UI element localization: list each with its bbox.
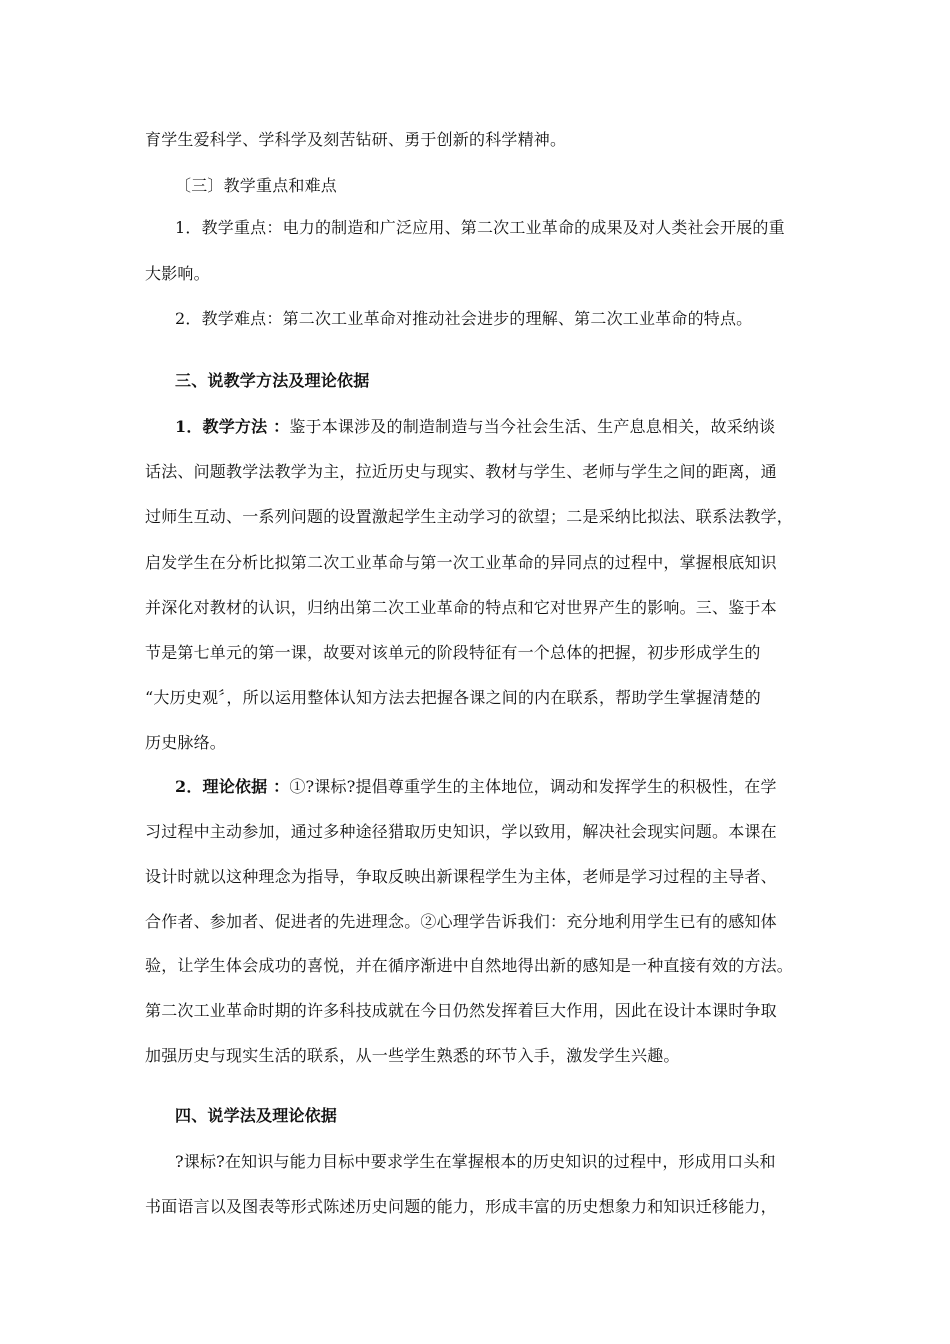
paragraph-line: 2．教学难点：第二次工业革命对推动社会进步的理解、第二次工业革命的特点。 [175,309,753,328]
paragraph-line: 话法、问题教学法教学为主，拉近历史与现实、教材与学生、老师与学生之间的距离，通 [145,462,777,481]
paragraph-line: 历史脉络。 [145,733,227,752]
paragraph-line [175,417,840,437]
paragraph-line: 启发学生在分析比拟第二次工业革命与第一次工业革命的异同点的过程中，掌握根底知识 [145,553,777,572]
paragraph-line: 节是第七单元的第一课，故要对该单元的阶段特征有一个总体的把握，初步形成学生的 [145,643,761,662]
section-heading: 三、说教学方法及理论依据 [175,371,370,390]
paragraph-line [175,777,840,797]
paragraph-text: ①?课标?提倡尊重学生的主体地位，调动和发挥学生的积极性，在学 [289,777,777,796]
paragraph-line: 合作者、参加者、促进者的先进理念。②心理学告诉我们：充分地利用学生已有的感知体 [145,912,777,931]
section-subheading: 〔三〕教学重点和难点 [175,176,338,195]
paragraph-line: “大历史观〞，所以运用整体认知方法去把握各课之间的内在联系，帮助学生掌握清楚的 [145,688,761,707]
paragraph-line: 1．教学重点：电力的制造和广泛应用、第二次工业革命的成果及对人类社会开展的重 [175,218,785,237]
paragraph-line: 并深化对教材的认识，归纳出第二次工业革命的特点和它对世界产生的影响。三、鉴于本 [145,598,777,617]
paragraph-line: 验，让学生体会成功的喜悦，并在循序渐进中自然地得出新的感知是一种直接有效的方法。 [145,956,794,975]
paragraph-line: 育学生爱科学、学科学及刻苦钻研、勇于创新的科学精神。 [145,130,567,149]
paragraph-line: ?课标?在知识与能力目标中要求学生在掌握根本的历史知识的过程中，形成用口头和 [175,1152,776,1171]
paragraph-line: 习过程中主动参加，通过多种途径猎取历史知识，学以致用，解决社会现实问题。本课在 [145,822,777,841]
paragraph-line: 加强历史与现实生活的联系，从一些学生熟悉的环节入手，激发学生兴趣。 [145,1046,680,1065]
section-heading: 四、说学法及理论依据 [175,1106,338,1125]
paragraph-line: 过师生互动、一系列问题的设置激起学生主动学习的欲望；二是采纳比拟法、联系法教学， [145,507,794,526]
paragraph-text: 鉴于本课涉及的制造制造与当今社会生活、生产息息相关，故采纳谈 [289,417,776,436]
inline-heading: 2．理论依据 ： [175,777,290,796]
paragraph-line: 大影响。 [145,264,210,283]
paragraph-line: 设计时就以这种理念为指导，争取反映出新课程学生为主体，老师是学习过程的主导者、 [145,867,777,886]
paragraph-line: 第二次工业革命时期的许多科技成就在今日仍然发挥着巨大作用，因此在设计本课时争取 [145,1001,777,1020]
inline-heading: 1．教学方法 ： [175,417,290,436]
paragraph-line: 书面语言以及图表等形式陈述历史问题的能力，形成丰富的历史想象力和知识迁移能力， [145,1197,777,1216]
